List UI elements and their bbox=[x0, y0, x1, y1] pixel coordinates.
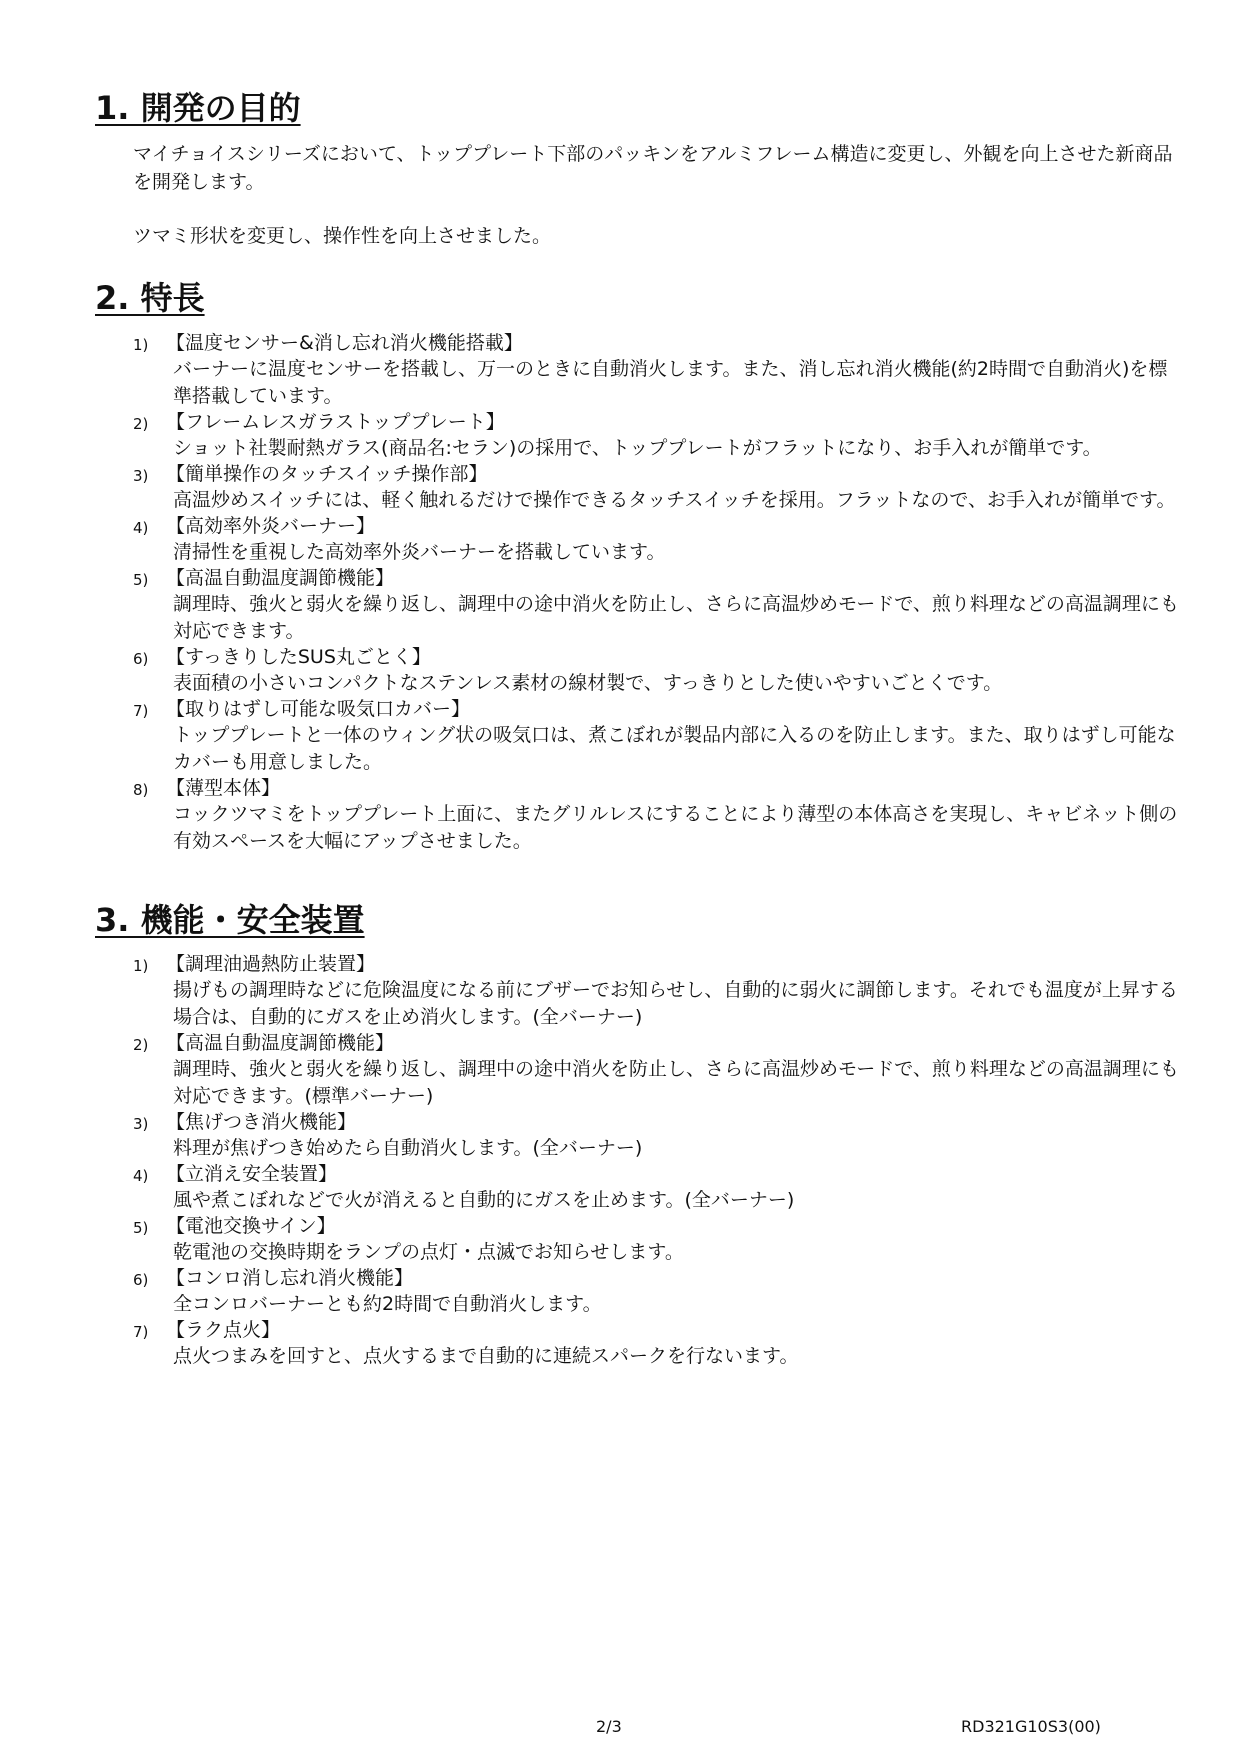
item-number: 7) bbox=[133, 1323, 149, 1341]
feature-item-8 bbox=[133, 776, 1183, 855]
section-1-paragraph-2: ツマミ形状を変更し、操作性を向上させました。 bbox=[133, 225, 552, 247]
item-title: 【温度センサー&消し忘れ消火機能搭載】 bbox=[166, 332, 523, 354]
item-title: 【コンロ消し忘れ消火機能】 bbox=[166, 1267, 414, 1289]
feature-item-1 bbox=[133, 331, 1183, 410]
item-title: 【立消え安全装置】 bbox=[166, 1163, 338, 1185]
feature-item-2 bbox=[133, 410, 1183, 462]
item-number: 4) bbox=[133, 1167, 149, 1185]
item-number: 8) bbox=[133, 781, 149, 799]
item-description: 風や煮こぼれなどで火が消えると自動的にガスを止めます。(全バーナー) bbox=[173, 1189, 795, 1211]
safety-item-3 bbox=[133, 1110, 1183, 1162]
safety-item-7 bbox=[133, 1318, 1183, 1370]
item-description: 高温炒めスイッチには、軽く触れるだけで操作できるタッチスイッチを採用。フラットなので、お手入れが簡単です。 bbox=[173, 489, 1176, 511]
item-number: 4) bbox=[133, 519, 149, 537]
item-title: 【焦げつき消火機能】 bbox=[166, 1111, 357, 1133]
section-1-heading: 1. 開発の目的 bbox=[95, 89, 301, 127]
page-number: 2/3 bbox=[596, 1717, 622, 1736]
feature-item-3 bbox=[133, 462, 1183, 514]
item-description: 料理が焦げつき始めたら自動消火します。(全バーナー) bbox=[173, 1137, 643, 1159]
item-description: 点火つまみを回すと、点火するまで自動的に連続スパークを行ないます。 bbox=[173, 1345, 799, 1367]
feature-item-5 bbox=[133, 566, 1183, 645]
item-title: 【高温自動温度調節機能】 bbox=[166, 1032, 395, 1054]
item-number: 7) bbox=[133, 702, 149, 720]
item-title: 【取りはずし可能な吸気口カバー】 bbox=[166, 698, 471, 720]
section-3-heading: 3. 機能・安全装置 bbox=[95, 901, 365, 939]
item-title: 【薄型本体】 bbox=[166, 777, 281, 799]
item-description: バーナーに温度センサーを搭載し、万一のときに自動消火します。また、消し忘れ消火機能(約2時間で自動消火)を標準搭載しています。 bbox=[173, 358, 1168, 407]
item-description: ショット社製耐熱ガラス(商品名:セラン)の採用で、トッププレートがフラットになり、お手入れが簡単です。 bbox=[173, 437, 1102, 459]
item-description: コックツマミをトッププレート上面に、またグリルレスにすることにより薄型の本体高さを実現し、キャビネット側の有効スペースを大幅にアップさせました。 bbox=[173, 803, 1178, 852]
item-number: 5) bbox=[133, 1219, 149, 1237]
item-title: 【簡単操作のタッチスイッチ操作部】 bbox=[166, 463, 488, 485]
item-number: 6) bbox=[133, 650, 149, 668]
item-description: 乾電池の交換時期をランプの点灯・点滅でお知らせします。 bbox=[173, 1241, 684, 1263]
item-title: 【ラク点火】 bbox=[166, 1319, 281, 1341]
safety-item-1 bbox=[133, 952, 1183, 1031]
item-title: 【高温自動温度調節機能】 bbox=[166, 567, 395, 589]
safety-item-5 bbox=[133, 1214, 1183, 1266]
item-number: 5) bbox=[133, 571, 149, 589]
item-description: トッププレートと一体のウィング状の吸気口は、煮こぼれが製品内部に入るのを防止します。また、取りはずし可能なカバーも用意しました。 bbox=[173, 724, 1176, 773]
item-title: 【すっきりしたSUS丸ごとく】 bbox=[166, 646, 431, 668]
item-description: 調理時、強火と弱火を繰り返し、調理中の途中消火を防止し、さらに高温炒めモードで、煎り料理などの高温調理にも対応できます。 bbox=[173, 593, 1179, 642]
item-title: 【フレームレスガラストッププレート】 bbox=[166, 411, 505, 433]
item-description: 全コンロバーナーとも約2時間で自動消火します。 bbox=[173, 1293, 602, 1315]
item-description: 表面積の小さいコンパクトなステンレス素材の線材製で、すっきりとした使いやすいごとくです。 bbox=[173, 672, 1003, 694]
document-code: RD321G10S3(00) bbox=[961, 1717, 1101, 1736]
item-number: 1) bbox=[133, 336, 149, 354]
safety-item-2 bbox=[133, 1031, 1183, 1110]
safety-features-list bbox=[133, 952, 1183, 1370]
item-description: 清掃性を重視した高効率外炎バーナーを搭載しています。 bbox=[173, 541, 666, 563]
item-description: 揚げもの調理時などに危険温度になる前にブザーでお知らせし、自動的に弱火に調節します。それでも温度が上昇する場合は、自動的にガスを止め消火します。(全バーナー) bbox=[173, 979, 1178, 1028]
item-number: 2) bbox=[133, 415, 149, 433]
item-title: 【電池交換サイン】 bbox=[166, 1215, 336, 1237]
safety-item-6 bbox=[133, 1266, 1183, 1318]
item-title: 【調理油過熱防止装置】 bbox=[166, 953, 376, 975]
feature-item-6 bbox=[133, 645, 1183, 697]
item-description: 調理時、強火と弱火を繰り返し、調理中の途中消火を防止し、さらに高温炒めモードで、煎り料理などの高温調理にも対応できます。(標準バーナー) bbox=[173, 1058, 1179, 1107]
safety-item-4 bbox=[133, 1162, 1183, 1214]
feature-item-7 bbox=[133, 697, 1183, 776]
item-number: 3) bbox=[133, 467, 149, 485]
item-number: 1) bbox=[133, 957, 149, 975]
item-number: 6) bbox=[133, 1271, 149, 1289]
features-list bbox=[133, 331, 1183, 855]
section-1-paragraph-1: マイチョイスシリーズにおいて、トッププレート下部のパッキンをアルミフレーム構造に変更し、外観を向上させた新商品を開発します。 bbox=[133, 143, 1173, 193]
item-title: 【高効率外炎バーナー】 bbox=[166, 515, 376, 537]
section-2-heading: 2. 特長 bbox=[95, 279, 205, 317]
item-number: 2) bbox=[133, 1036, 149, 1054]
item-number: 3) bbox=[133, 1115, 149, 1133]
feature-item-4 bbox=[133, 514, 1183, 566]
